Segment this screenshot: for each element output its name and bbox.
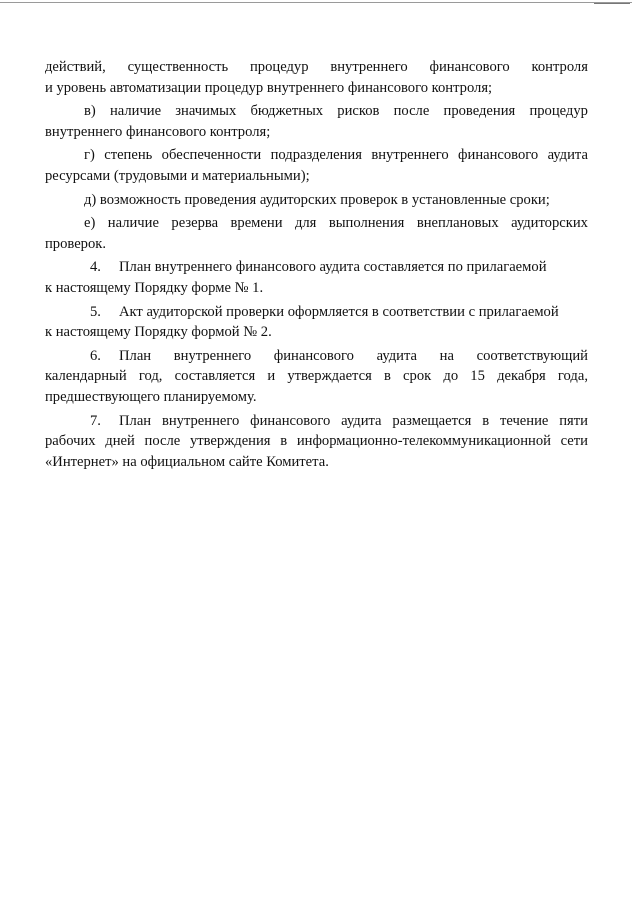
list-item-d: д) возможность проведения аудиторских проверок в установленные сроки; <box>84 191 550 208</box>
paragraph-line <box>45 431 588 452</box>
numbered-item-7 <box>45 411 588 432</box>
word: наличие <box>107 215 159 232</box>
word: аудита <box>547 147 588 164</box>
paragraph-line: предшествующего планируемому. <box>45 388 257 405</box>
list-item-v <box>45 101 588 122</box>
word: рабочих <box>45 433 96 450</box>
word: проведения <box>443 103 516 120</box>
paragraph-line <box>45 366 588 387</box>
word: после <box>144 433 181 450</box>
word: рисков <box>337 103 380 120</box>
word: календарный <box>45 368 127 385</box>
word: финансового <box>273 347 354 364</box>
word: дней <box>105 433 135 450</box>
word: План <box>119 347 152 364</box>
numbered-item-4 <box>45 257 588 278</box>
word: года, <box>557 368 588 385</box>
word: сети <box>560 433 588 450</box>
item-number: 7. <box>90 412 101 429</box>
paragraph-line: к настоящему Порядку формой № 2. <box>45 324 272 341</box>
word: контроля <box>531 59 588 75</box>
word: обеспеченности <box>161 147 262 164</box>
word: действий, <box>45 59 106 75</box>
word: внеплановых <box>416 215 499 232</box>
word: существенность <box>127 59 229 75</box>
word: утверждается <box>287 368 372 385</box>
word: соответствующий <box>476 347 588 364</box>
word: подразделения <box>270 147 362 164</box>
list-item-g <box>45 145 588 166</box>
word: процедур <box>529 103 588 120</box>
word: течение <box>499 412 549 429</box>
word: выполнения <box>328 215 405 232</box>
word: процедур <box>249 59 309 75</box>
list-item-e <box>45 213 588 234</box>
word: и <box>267 368 276 385</box>
word: пяти <box>559 412 588 429</box>
paragraph-line: внутреннего финансового контроля; <box>45 123 271 140</box>
word: составляется <box>174 368 256 385</box>
word: финансового <box>458 147 539 164</box>
item-text: Акт аудиторской проверки оформляется в соответствии с прилагаемой <box>119 303 559 320</box>
word: в) <box>84 103 96 120</box>
item-text <box>119 346 588 367</box>
word: срок <box>403 368 432 385</box>
word: 15 <box>470 368 485 385</box>
word: аудиторских <box>511 215 588 232</box>
word: наличие <box>109 103 162 120</box>
word: информационно-телекоммуникационной <box>296 433 551 450</box>
top-border-line <box>0 2 632 3</box>
word: аудита <box>341 412 382 429</box>
word: внутреннего <box>330 59 408 75</box>
paragraph-line: к настоящему Порядку форме № 1. <box>45 279 264 296</box>
word: внутреннего <box>371 147 449 164</box>
numbered-item-5 <box>45 302 588 323</box>
word: времени <box>230 215 283 232</box>
paragraph-line: «Интернет» на официальном сайте Комитета. <box>45 453 329 470</box>
paragraph-line: и уровень автоматизации процедур внутреннего финансового контроля; <box>45 79 493 96</box>
numbered-item-6 <box>45 346 588 367</box>
item-number: 5. <box>90 303 101 320</box>
word: размещается <box>392 412 472 429</box>
paragraph-line: ресурсами (трудовыми и материальными); <box>45 167 310 184</box>
paragraph-line <box>45 57 588 78</box>
word: до <box>443 368 459 385</box>
word: внутреннего <box>161 412 240 429</box>
word: аудита <box>376 347 417 364</box>
word: г) <box>84 147 95 164</box>
item-number: 6. <box>90 347 101 364</box>
word: значимых <box>175 103 237 120</box>
word: внутреннего <box>173 347 252 364</box>
word: План <box>119 412 152 429</box>
item-text <box>119 411 588 432</box>
word: бюджетных <box>250 103 324 120</box>
word: е) <box>84 215 96 232</box>
top-corner-mark <box>594 3 630 4</box>
item-text: План внутреннего финансового аудита составляется по прилагаемой <box>119 259 547 276</box>
word: для <box>294 215 317 232</box>
word: в <box>383 368 391 385</box>
word: финансового <box>429 59 510 75</box>
word: в <box>482 412 490 429</box>
document-body <box>45 57 588 472</box>
word: декабря <box>497 368 546 385</box>
word: утверждения <box>189 433 271 450</box>
paragraph-line: проверок. <box>45 235 107 252</box>
word: год, <box>138 368 163 385</box>
word: в <box>280 433 288 450</box>
item-number: 4. <box>90 259 101 276</box>
word: степень <box>104 147 153 164</box>
word: на <box>439 347 454 364</box>
word: резерва <box>171 215 219 232</box>
word: после <box>393 103 430 120</box>
word: финансового <box>250 412 331 429</box>
